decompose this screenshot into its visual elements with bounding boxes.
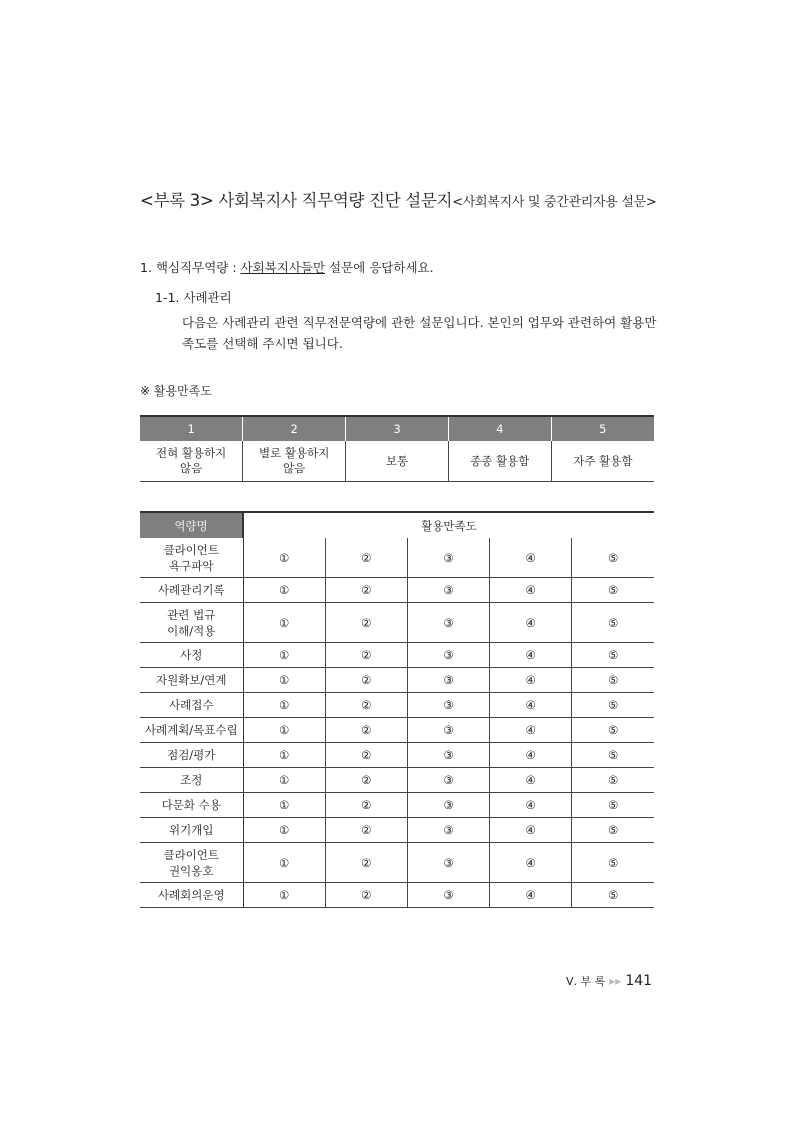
rating-option-1[interactable]: ① xyxy=(243,718,325,743)
rating-option-2[interactable]: ② xyxy=(325,818,407,843)
rating-option-1[interactable]: ① xyxy=(243,603,325,643)
scale-label-5: 자주 활용함 xyxy=(551,441,654,482)
rating-option-2[interactable]: ② xyxy=(325,768,407,793)
rating-option-3[interactable]: ③ xyxy=(407,538,489,578)
rating-option-4[interactable]: ④ xyxy=(490,643,572,668)
rating-option-3[interactable]: ③ xyxy=(407,643,489,668)
rating-option-3[interactable]: ③ xyxy=(407,843,489,883)
rating-option-1[interactable]: ① xyxy=(243,843,325,883)
rating-option-5[interactable]: ⑤ xyxy=(572,743,654,768)
rating-option-2[interactable]: ② xyxy=(325,603,407,643)
rating-option-4[interactable]: ④ xyxy=(490,793,572,818)
rating-option-3[interactable]: ③ xyxy=(407,693,489,718)
rating-option-3[interactable]: ③ xyxy=(407,883,489,908)
rating-option-2[interactable]: ② xyxy=(325,578,407,603)
rating-option-3[interactable]: ③ xyxy=(407,743,489,768)
rating-option-4[interactable]: ④ xyxy=(490,668,572,693)
scale-label-2: 별로 활용하지 않음 xyxy=(243,441,346,482)
rating-option-2[interactable]: ② xyxy=(325,538,407,578)
scale-header-3: 3 xyxy=(346,416,449,441)
scale-label-3: 보통 xyxy=(346,441,449,482)
scale-table xyxy=(140,415,654,482)
competency-name: 사례접수 xyxy=(140,693,243,718)
rating-option-2[interactable]: ② xyxy=(325,743,407,768)
rating-option-5[interactable]: ⑤ xyxy=(572,643,654,668)
footer-section: Ⅴ. 부 록 xyxy=(566,975,606,988)
table-row xyxy=(140,538,654,578)
rating-option-1[interactable]: ① xyxy=(243,818,325,843)
page-footer xyxy=(566,973,652,989)
table-row xyxy=(140,743,654,768)
header-satisfaction: 활용만족도 xyxy=(243,512,654,538)
rating-option-5[interactable]: ⑤ xyxy=(572,718,654,743)
scale-header-4: 4 xyxy=(448,416,551,441)
competency-name: 사정 xyxy=(140,643,243,668)
rating-option-2[interactable]: ② xyxy=(325,793,407,818)
rating-option-3[interactable]: ③ xyxy=(407,818,489,843)
page-title xyxy=(140,187,657,211)
table-row xyxy=(140,643,654,668)
question-1 xyxy=(140,258,434,276)
q1-prefix: 1. 핵심직무역량 : xyxy=(140,260,241,275)
title-main: <부록 3> 사회복지사 직무역량 진단 설문지 xyxy=(140,191,453,210)
rating-option-5[interactable]: ⑤ xyxy=(572,818,654,843)
rating-option-1[interactable]: ① xyxy=(243,793,325,818)
competency-name: 관련 법규 이해/적용 xyxy=(140,603,243,643)
competency-name: 사례회의운영 xyxy=(140,883,243,908)
rating-option-5[interactable]: ⑤ xyxy=(572,578,654,603)
table-row xyxy=(140,603,654,643)
rating-option-5[interactable]: ⑤ xyxy=(572,538,654,578)
table-row xyxy=(140,818,654,843)
rating-option-5[interactable]: ⑤ xyxy=(572,668,654,693)
competency-name: 위기개입 xyxy=(140,818,243,843)
rating-option-1[interactable]: ① xyxy=(243,668,325,693)
rating-option-4[interactable]: ④ xyxy=(490,538,572,578)
footer-arrow-icon: ▸▸ xyxy=(609,974,622,988)
rating-option-4[interactable]: ④ xyxy=(490,743,572,768)
competency-name: 사례관리기록 xyxy=(140,578,243,603)
rating-option-3[interactable]: ③ xyxy=(407,668,489,693)
rating-option-4[interactable]: ④ xyxy=(490,843,572,883)
rating-option-5[interactable]: ⑤ xyxy=(572,693,654,718)
table-row xyxy=(140,718,654,743)
rating-option-3[interactable]: ③ xyxy=(407,578,489,603)
competency-name: 사례계획/목표수립 xyxy=(140,718,243,743)
rating-option-2[interactable]: ② xyxy=(325,693,407,718)
table-row xyxy=(140,793,654,818)
table-row xyxy=(140,883,654,908)
rating-option-1[interactable]: ① xyxy=(243,883,325,908)
rating-option-5[interactable]: ⑤ xyxy=(572,603,654,643)
rating-option-4[interactable]: ④ xyxy=(490,578,572,603)
rating-option-3[interactable]: ③ xyxy=(407,768,489,793)
rating-option-3[interactable]: ③ xyxy=(407,603,489,643)
q1-suffix: 설문에 응답하세요. xyxy=(325,260,434,275)
rating-option-3[interactable]: ③ xyxy=(407,718,489,743)
rating-option-5[interactable]: ⑤ xyxy=(572,768,654,793)
rating-option-5[interactable]: ⑤ xyxy=(572,793,654,818)
rating-option-4[interactable]: ④ xyxy=(490,718,572,743)
competency-name: 클라이언트 욕구파악 xyxy=(140,538,243,578)
rating-option-4[interactable]: ④ xyxy=(490,603,572,643)
instructions: 다음은 사례관리 관련 직무전문역량에 관한 설문입니다. 본인의 업무와 관련하여 활용만족도를 선택해 주시면 됩니다. xyxy=(182,315,657,351)
rating-option-4[interactable]: ④ xyxy=(490,768,572,793)
competency-name: 클라이언트 권익옹호 xyxy=(140,843,243,883)
scale-label-4: 종종 활용함 xyxy=(448,441,551,482)
competency-name: 다문화 수용 xyxy=(140,793,243,818)
rating-option-5[interactable]: ⑤ xyxy=(572,843,654,883)
rating-option-2[interactable]: ② xyxy=(325,718,407,743)
rating-option-1[interactable]: ① xyxy=(243,538,325,578)
competency-table xyxy=(140,511,654,908)
table-row xyxy=(140,668,654,693)
section-case-management: 1-1. 사례관리 xyxy=(155,290,232,305)
competency-name: 자원확보/연계 xyxy=(140,668,243,693)
header-competency-name: 역량명 xyxy=(140,512,243,538)
competency-name: 점검/평가 xyxy=(140,743,243,768)
title-sub: <사회복지사 및 중간관리자용 설문> xyxy=(452,195,657,210)
scale-note: ※ 활용만족도 xyxy=(140,384,212,398)
rating-option-5[interactable]: ⑤ xyxy=(572,883,654,908)
table-row xyxy=(140,693,654,718)
table-row xyxy=(140,578,654,603)
rating-option-1[interactable]: ① xyxy=(243,693,325,718)
rating-option-1[interactable]: ① xyxy=(243,578,325,603)
scale-label-1: 전혀 활용하지 않음 xyxy=(140,441,243,482)
scale-header-5: 5 xyxy=(551,416,654,441)
scale-header-2: 2 xyxy=(243,416,346,441)
competency-name: 조정 xyxy=(140,768,243,793)
rating-option-4[interactable]: ④ xyxy=(490,883,572,908)
rating-option-2[interactable]: ② xyxy=(325,643,407,668)
rating-option-4[interactable]: ④ xyxy=(490,693,572,718)
q1-target: 사회복지사들만 xyxy=(240,260,326,275)
scale-header-1: 1 xyxy=(140,416,243,441)
rating-option-1[interactable]: ① xyxy=(243,643,325,668)
table-row xyxy=(140,843,654,883)
rating-option-2[interactable]: ② xyxy=(325,883,407,908)
rating-option-3[interactable]: ③ xyxy=(407,793,489,818)
rating-option-2[interactable]: ② xyxy=(325,668,407,693)
rating-option-1[interactable]: ① xyxy=(243,768,325,793)
rating-option-1[interactable]: ① xyxy=(243,743,325,768)
table-row xyxy=(140,768,654,793)
rating-option-2[interactable]: ② xyxy=(325,843,407,883)
page-number: 141 xyxy=(625,973,653,989)
rating-option-4[interactable]: ④ xyxy=(490,818,572,843)
